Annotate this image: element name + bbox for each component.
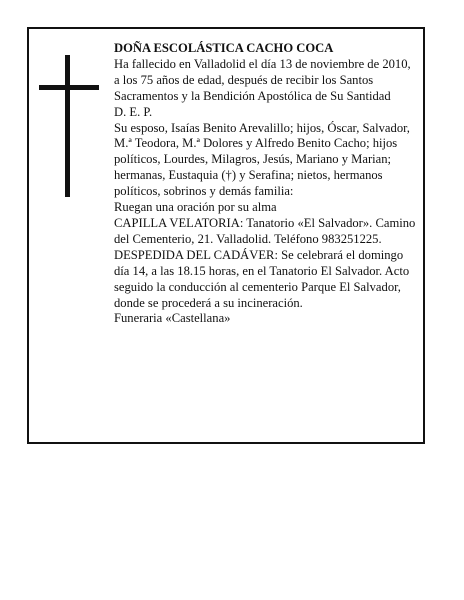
deceased-name: DOÑA ESCOLÁSTICA CACHO COCA (114, 41, 334, 55)
cross-horizontal-bar (39, 85, 99, 90)
farewell-info: DESPEDIDA DEL CADÁVER: Se celebrará el domingo día 14, a las 18.15 horas, en el Tanatorio El Salvador. Acto seguido la conducción al cementerio Parque El Salvador, donde se procederá a su incineración. (114, 247, 410, 310)
dep-line: D. E. P. (114, 104, 153, 119)
obituary-notice (27, 27, 425, 444)
death-statement: Ha fallecido en Valladolid el día 13 de noviembre de 2010, a los 75 años de edad, después de recibir los Santos Sacramentos y la Bendición Apostólica de Su Santidad (114, 56, 411, 103)
notice-text (114, 41, 419, 327)
prayer-request: Ruegan una oración por su alma (114, 200, 277, 215)
chapel-info: CAPILLA VELATORIA: Tanatorio «El Salvador». Camino del Cementerio, 21. Valladolid. Teléfono 983251225. (114, 215, 416, 246)
family-list: Su esposo, Isaías Benito Arevalillo; hijos, Óscar, Salvador, M.ª Teodora, M.ª Dolores y Alfredo Benito Cacho; hijos políticos, Lourdes, Milagros, Jesús, Mariano y Marian; hermanas, Eustaquia (†) y Serafina; nietos, hermanos políticos, sobrinos y demás familia: (114, 120, 410, 199)
cross-vertical-bar (65, 55, 70, 197)
funeral-home: Funeraria «Castellana» (114, 311, 231, 326)
cross-icon (39, 55, 99, 197)
